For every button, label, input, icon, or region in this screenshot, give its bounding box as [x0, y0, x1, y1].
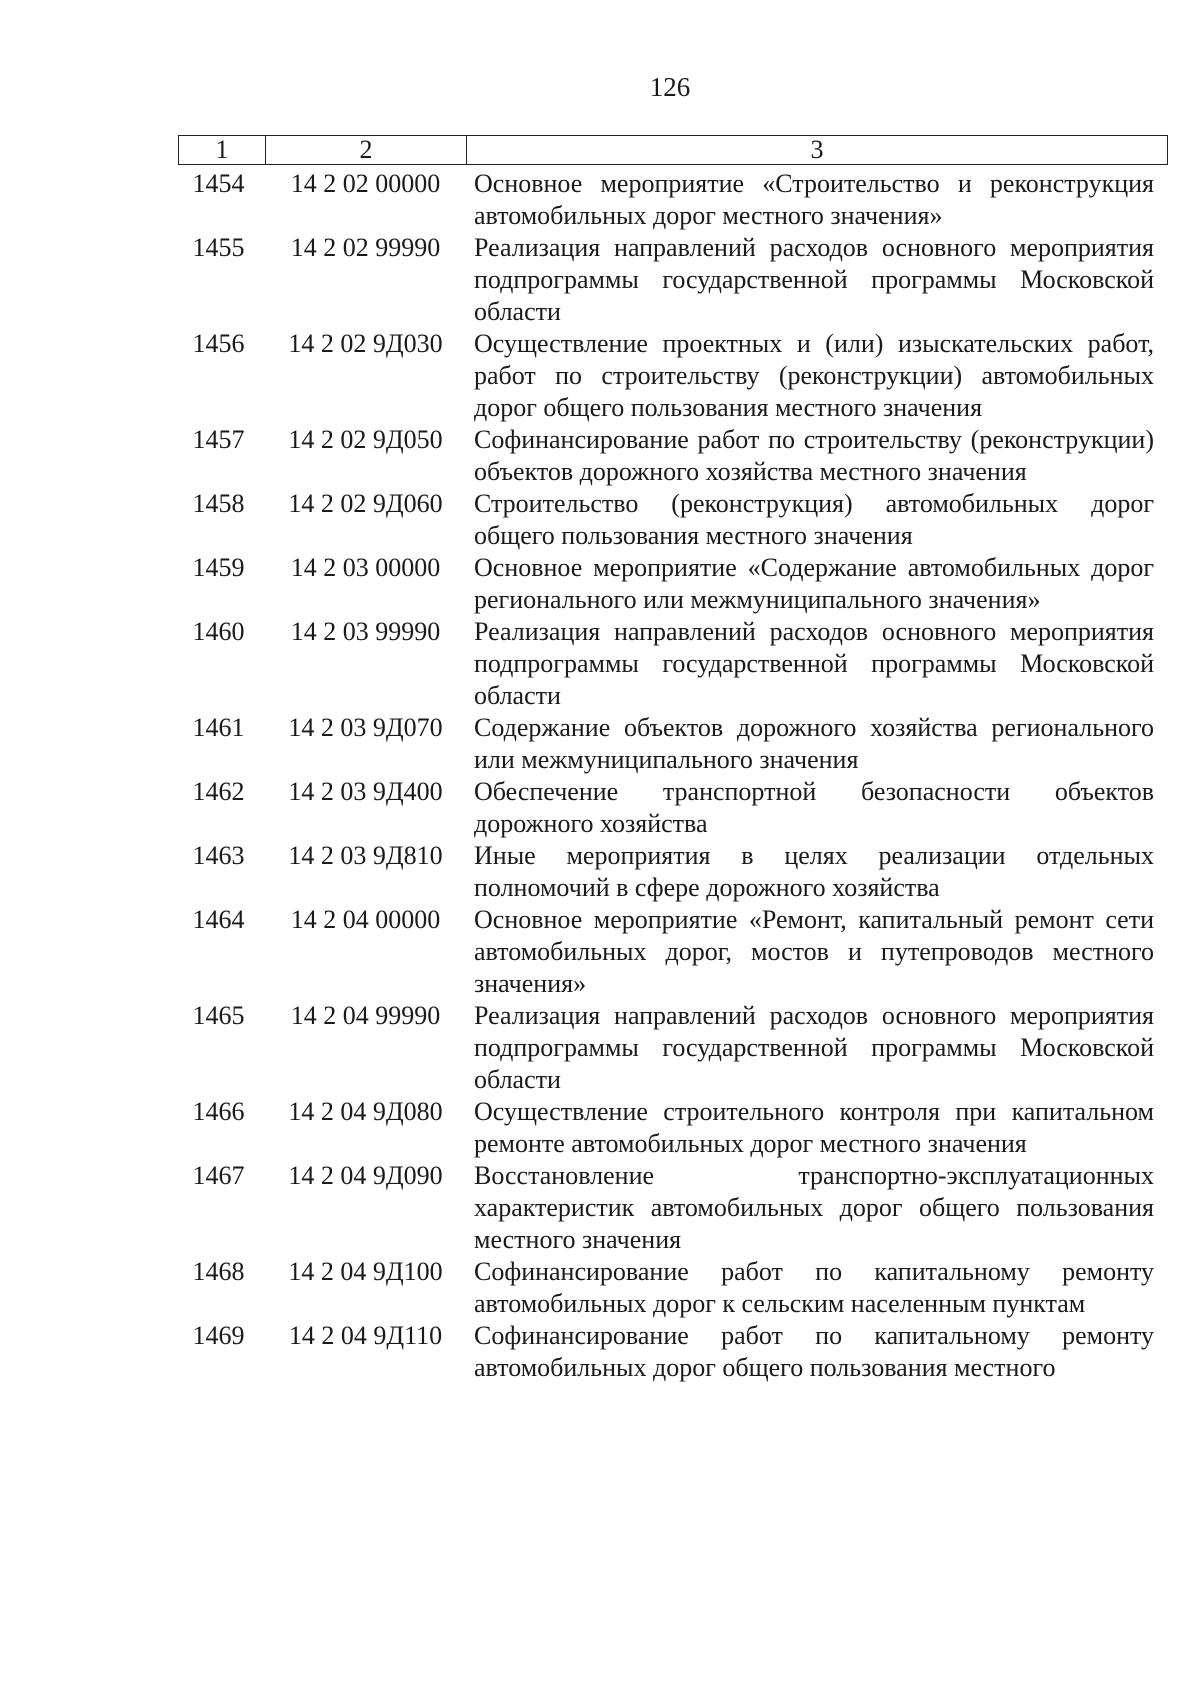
row-code: 14 2 03 00000 — [290, 553, 441, 582]
row-description: Софинансирование работ по строительству (реконструкции) объектов дорожного хозяйства местного значения — [474, 425, 1154, 486]
table-row — [178, 840, 1168, 904]
row-description: Реализация направлений расходов основного мероприятия подпрограммы государственной программы Московской области — [474, 617, 1154, 710]
row-description: Содержание объектов дорожного хозяйства регионального или межмуниципального значения — [474, 713, 1154, 774]
row-description: Основное мероприятие «Содержание автомобильных дорог регионального или межмуниципального значения» — [474, 553, 1154, 614]
row-number: 1457 — [192, 425, 245, 454]
row-number: 1465 — [192, 1001, 245, 1030]
table-row — [178, 328, 1168, 424]
row-code: 14 2 04 9Д100 — [288, 1257, 443, 1286]
header-col-2: 2 — [266, 136, 467, 164]
table-row — [178, 1160, 1168, 1256]
row-description: Софинансирование работ по капитальному ремонту автомобильных дорог общего пользования местного — [474, 1321, 1154, 1382]
row-number: 1468 — [192, 1257, 245, 1286]
table-row — [178, 1000, 1168, 1096]
table-row — [178, 776, 1168, 840]
table-row — [178, 232, 1168, 328]
row-code: 14 2 03 9Д070 — [288, 713, 443, 742]
row-description: Основное мероприятие «Строительство и реконструкция автомобильных дорог местного значения» — [474, 169, 1154, 230]
row-number: 1462 — [192, 777, 245, 806]
row-description: Осуществление строительного контроля при капитальном ремонте автомобильных дорог местного значения — [474, 1097, 1154, 1158]
table-row — [178, 168, 1168, 232]
row-code: 14 2 04 9Д110 — [288, 1321, 443, 1350]
row-number: 1456 — [192, 329, 245, 358]
row-number: 1454 — [192, 169, 245, 198]
header-col-3: 3 — [810, 135, 824, 164]
row-code: 14 2 03 9Д810 — [288, 841, 443, 870]
row-code: 14 2 04 9Д080 — [288, 1097, 443, 1126]
table-body — [178, 168, 1168, 1384]
row-description: Осуществление проектных и (или) изыскательских работ, работ по строительству (реконструкции) автомобильных дорог общего пользования местного значения — [474, 329, 1154, 422]
row-number: 1464 — [192, 905, 245, 934]
table-row — [178, 488, 1168, 552]
row-description: Реализация направлений расходов основного мероприятия подпрограммы государственной программы Московской области — [474, 1001, 1154, 1094]
row-code: 14 2 04 9Д090 — [288, 1161, 443, 1190]
row-code: 14 2 02 99990 — [290, 233, 441, 262]
table-row — [178, 1320, 1168, 1384]
row-code: 14 2 02 9Д050 — [288, 425, 443, 454]
row-code: 14 2 02 00000 — [290, 169, 441, 198]
row-code: 14 2 04 99990 — [290, 1001, 441, 1030]
row-code: 14 2 02 9Д030 — [288, 329, 443, 358]
table-row — [178, 616, 1168, 712]
table-row — [178, 424, 1168, 488]
row-description: Восстановление транспортно-эксплуатационных характеристик автомобильных дорог общего пользования местного значения — [474, 1161, 1154, 1254]
table-header — [178, 135, 1168, 165]
row-number: 1469 — [192, 1321, 245, 1350]
row-code: 14 2 02 9Д060 — [288, 489, 443, 518]
row-code: 14 2 03 99990 — [290, 617, 441, 646]
row-number: 1458 — [192, 489, 245, 518]
row-description: Реализация направлений расходов основного мероприятия подпрограммы государственной программы Московской области — [474, 233, 1154, 326]
row-number: 1455 — [192, 233, 245, 262]
row-description: Строительство (реконструкция) автомобильных дорог общего пользования местного значения — [474, 489, 1154, 550]
row-number: 1463 — [192, 841, 245, 870]
header-col-1: 1 — [179, 136, 266, 164]
page-number: 126 — [649, 72, 691, 102]
row-code: 14 2 04 00000 — [290, 905, 441, 934]
row-description: Иные мероприятия в целях реализации отдельных полномочий в сфере дорожного хозяйства — [474, 841, 1154, 902]
row-number: 1466 — [192, 1097, 245, 1126]
row-number: 1460 — [192, 617, 245, 646]
table-row — [178, 552, 1168, 616]
table-row — [178, 1256, 1168, 1320]
row-number: 1459 — [192, 553, 245, 582]
table-row — [178, 1096, 1168, 1160]
row-description: Основное мероприятие «Ремонт, капитальный ремонт сети автомобильных дорог, мостов и путепроводов местного значения» — [474, 905, 1154, 998]
row-number: 1461 — [192, 713, 245, 742]
row-number: 1467 — [192, 1161, 245, 1190]
row-description: Обеспечение транспортной безопасности объектов дорожного хозяйства — [474, 777, 1154, 838]
table-row — [178, 712, 1168, 776]
row-description: Софинансирование работ по капитальному ремонту автомобильных дорог к сельским населенным пунктам — [474, 1257, 1154, 1318]
table-row — [178, 904, 1168, 1000]
row-code: 14 2 03 9Д400 — [288, 777, 443, 806]
